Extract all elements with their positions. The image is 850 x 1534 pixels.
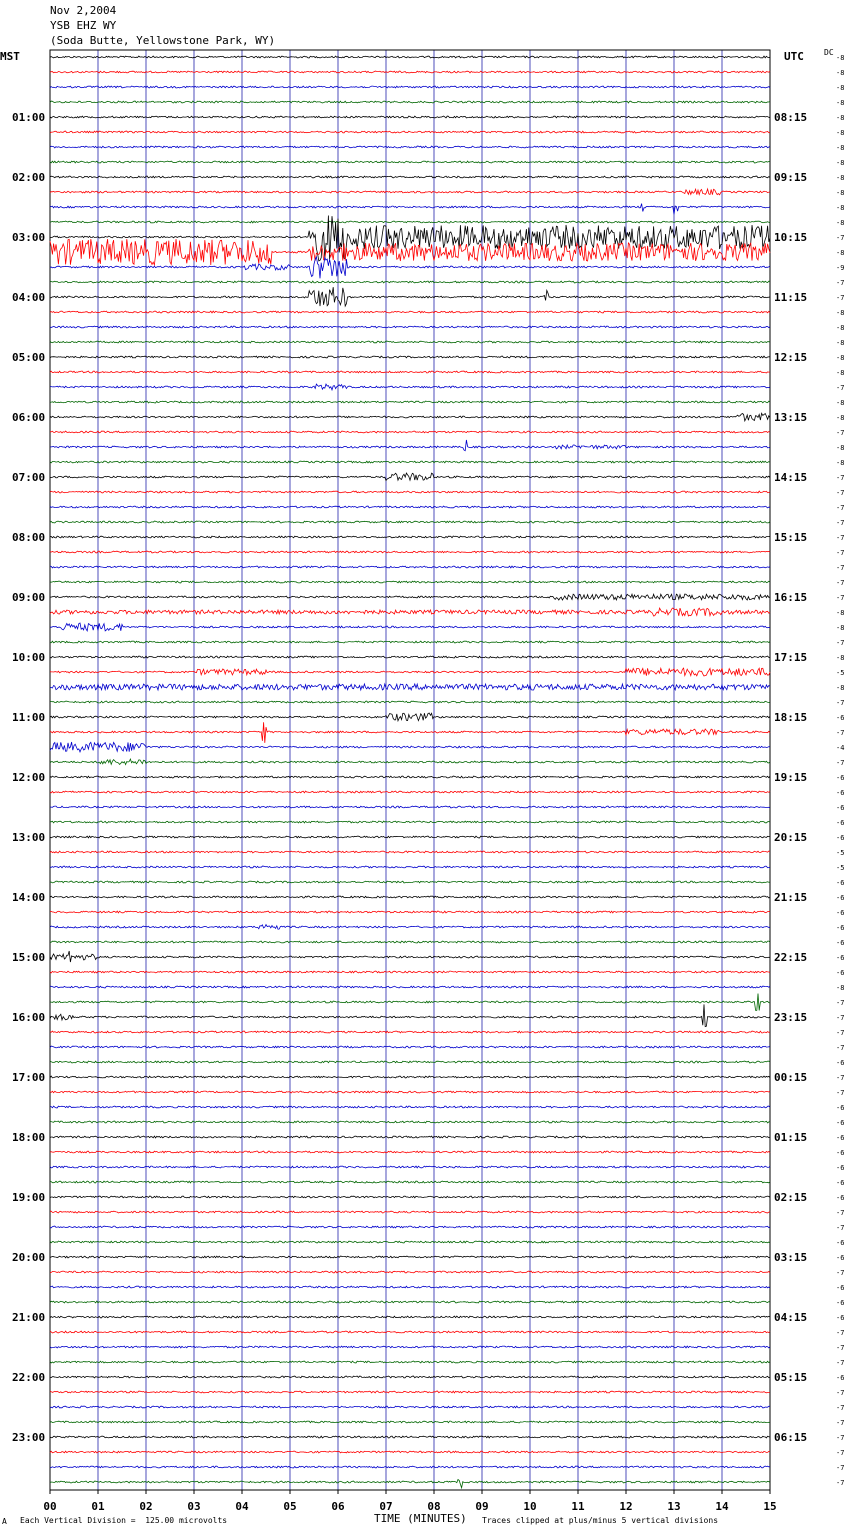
x-tick-label: 00: [43, 1500, 57, 1513]
left-hour-label: 19:00: [12, 1191, 46, 1204]
dc-offset-label: -6: [836, 804, 845, 812]
dc-offset-label: -8: [836, 459, 845, 467]
left-hour-label: 14:00: [12, 891, 46, 904]
dc-offset-label: -7: [836, 489, 845, 497]
dc-offset-label: -7: [836, 1359, 845, 1367]
seismic-trace: [50, 911, 770, 913]
dc-offset-label: -8: [836, 399, 845, 407]
dc-offset-label: -8: [836, 174, 845, 182]
dc-offset-label: -6: [836, 1374, 845, 1382]
seismic-trace: [50, 221, 770, 223]
seismic-trace: [50, 1106, 770, 1108]
dc-offset-label: -6: [836, 1314, 845, 1322]
left-hour-label: 10:00: [12, 651, 46, 664]
seismic-trace: [50, 776, 770, 778]
recording-date: Nov 2,2004: [50, 4, 117, 17]
dc-offset-label: -6: [836, 879, 845, 887]
left-hour-label: 04:00: [12, 291, 46, 304]
dc-offset-label: -7: [836, 729, 845, 737]
seismic-trace: [50, 1421, 770, 1423]
x-tick-label: 14: [715, 1500, 729, 1513]
seismic-trace: [50, 941, 770, 943]
left-hour-label: 21:00: [12, 1311, 46, 1324]
x-tick-label: 04: [235, 1500, 249, 1513]
seismic-trace: [50, 881, 770, 883]
dc-offset-label: -6: [836, 1239, 845, 1247]
dc-offset-label: -7: [836, 699, 845, 707]
right-hour-label: 15:15: [774, 531, 808, 544]
dc-offset-label: -8: [836, 204, 845, 212]
seismic-trace: [50, 146, 770, 148]
seismic-trace: [50, 189, 770, 195]
seismic-trace: [50, 641, 770, 643]
dc-offset-label: -7: [836, 999, 845, 1007]
left-hour-label: 17:00: [12, 1071, 46, 1084]
right-hour-label: 14:15: [774, 471, 808, 484]
right-hour-label: 11:15: [774, 291, 808, 304]
left-hour-label: 15:00: [12, 951, 46, 964]
seismic-trace: [50, 806, 770, 808]
seismic-trace: [50, 1226, 770, 1228]
right-hour-label: 12:15: [774, 351, 808, 364]
left-timezone-label: MST: [0, 50, 20, 63]
seismic-trace: [50, 341, 770, 343]
dc-offset-label: -7: [836, 639, 845, 647]
x-tick-label: 08: [427, 1500, 441, 1513]
dc-offset-label: -7: [836, 519, 845, 527]
dc-offset-label: -6: [836, 1179, 845, 1187]
left-hour-label: 09:00: [12, 591, 46, 604]
dc-offset-label: -7: [836, 504, 845, 512]
seismic-trace: [50, 101, 770, 103]
dc-offset-label: -8: [836, 69, 845, 77]
seismic-trace: [50, 836, 770, 838]
seismic-trace: [50, 506, 770, 508]
dc-offset-label: -8: [836, 249, 845, 257]
dc-offset-label: -7: [836, 1404, 845, 1412]
seismic-trace: [50, 116, 770, 118]
seismic-trace: [50, 1061, 770, 1063]
seismic-trace: [50, 1466, 770, 1468]
seismic-trace: [50, 701, 770, 703]
left-hour-label: 11:00: [12, 711, 46, 724]
dc-offset-label: -7: [836, 1329, 845, 1337]
dc-offset-label: -7: [836, 1074, 845, 1082]
seismic-trace: [50, 326, 770, 328]
seismic-trace: [50, 473, 770, 480]
dc-offset-label: -6: [836, 1194, 845, 1202]
seismic-trace: [50, 994, 770, 1011]
seismic-trace: [50, 1181, 770, 1183]
seismic-trace: [50, 1004, 770, 1026]
left-hour-label: 20:00: [12, 1251, 46, 1264]
seismic-trace: [50, 176, 770, 178]
dc-offset-label: -7: [836, 1269, 845, 1277]
seismic-trace: [50, 925, 770, 930]
seismic-trace: [50, 1436, 770, 1438]
seismic-trace: [50, 1256, 770, 1258]
seismic-trace: [50, 971, 770, 973]
x-axis-title: TIME (MINUTES): [374, 1512, 467, 1525]
dc-offset-label: -6: [836, 1119, 845, 1127]
dc-offset-label: -8: [836, 189, 845, 197]
seismic-trace: [50, 656, 770, 658]
dc-offset-label: -8: [836, 369, 845, 377]
seismic-trace: [50, 668, 770, 676]
dc-offset-label: -7: [836, 1389, 845, 1397]
dc-offset-label: -7: [836, 594, 845, 602]
seismic-trace: [50, 713, 770, 721]
left-hour-label: 07:00: [12, 471, 46, 484]
dc-offset-label: -6: [836, 789, 845, 797]
dc-offset-label: -7: [836, 234, 845, 242]
dc-offset-label: -6: [836, 924, 845, 932]
seismic-trace: [50, 1286, 770, 1288]
seismic-trace: [50, 56, 770, 58]
dc-offset-label: -5: [836, 669, 845, 677]
dc-offset-label: -8: [836, 609, 845, 617]
dc-offset-label: -7: [836, 1209, 845, 1217]
right-hour-label: 16:15: [774, 591, 808, 604]
seismic-trace: [50, 384, 770, 390]
seismic-trace: [50, 1241, 770, 1243]
dc-offset-label: -6: [836, 1149, 845, 1157]
x-tick-label: 05: [283, 1500, 297, 1513]
seismic-trace: [50, 161, 770, 163]
dc-offset-label: -7: [836, 1344, 845, 1352]
x-tick-label: 09: [475, 1500, 489, 1513]
x-tick-label: 10: [523, 1500, 537, 1513]
right-hour-label: 22:15: [774, 951, 808, 964]
dc-offset-label: -8: [836, 219, 845, 227]
left-hour-label: 05:00: [12, 351, 46, 364]
left-hour-label: 18:00: [12, 1131, 46, 1144]
dc-offset-label: -6: [836, 1164, 845, 1172]
dc-offset-label: -7: [836, 429, 845, 437]
dc-offset-label: -6: [836, 894, 845, 902]
right-hour-label: 04:15: [774, 1311, 808, 1324]
dc-offset-label: -6: [836, 1254, 845, 1262]
seismic-trace: [50, 86, 770, 88]
dc-offset-label: -7: [836, 279, 845, 287]
seismic-trace: [50, 1031, 770, 1033]
right-hour-label: 17:15: [774, 651, 808, 664]
seismic-trace: [50, 866, 770, 868]
station-location: (Soda Butte, Yellowstone Park, WY): [50, 34, 276, 47]
dc-offset-label: -8: [836, 309, 845, 317]
plot-frame: [50, 50, 770, 1490]
seismic-trace: [50, 608, 770, 616]
right-hour-label: 23:15: [774, 1011, 808, 1024]
seismic-trace: [50, 1046, 770, 1048]
dc-offset-label: -8: [836, 414, 845, 422]
left-hour-label: 01:00: [12, 111, 46, 124]
seismic-trace: [50, 1271, 770, 1273]
seismic-trace: [50, 1211, 770, 1213]
right-hour-label: 13:15: [774, 411, 808, 424]
seismic-trace: [50, 1196, 770, 1198]
dc-offset-label: -7: [836, 384, 845, 392]
right-hour-label: 10:15: [774, 231, 808, 244]
seismic-trace: [50, 1480, 770, 1488]
dc-offset-label: -8: [836, 444, 845, 452]
left-hour-label: 13:00: [12, 831, 46, 844]
seismic-trace: [50, 1136, 770, 1138]
dc-offset-label: -7: [836, 474, 845, 482]
x-tick-label: 12: [619, 1500, 633, 1513]
right-hour-label: 19:15: [774, 771, 808, 784]
scale-note: Each Vertical Division = 125.00 microvolts: [20, 1516, 228, 1525]
dc-offset-label: -5: [836, 864, 845, 872]
dc-offset-label: -9: [836, 264, 845, 272]
station-code: YSB EHZ WY: [50, 19, 117, 32]
seismic-trace: [50, 1376, 770, 1378]
dc-offset-label: -8: [836, 144, 845, 152]
dc-offset-label: -7: [836, 759, 845, 767]
dc-offset-label: -6: [836, 714, 845, 722]
left-hour-label: 23:00: [12, 1431, 46, 1444]
dc-offset-label: -8: [836, 114, 845, 122]
seismic-trace: [50, 896, 770, 898]
seismic-trace: [50, 623, 770, 631]
seismic-trace: [50, 287, 770, 306]
seismic-trace: [50, 281, 770, 283]
dc-offset-label: -7: [836, 1224, 845, 1232]
dc-offset-label: -7: [836, 1464, 845, 1472]
dc-offset-label: -6: [836, 969, 845, 977]
dc-offset-label: -8: [836, 984, 845, 992]
seismic-trace: [50, 440, 770, 451]
seismic-trace: [50, 356, 770, 358]
dc-offset-label: -8: [836, 654, 845, 662]
dc-offset-label: -7: [836, 534, 845, 542]
dc-offset-label: -8: [836, 354, 845, 362]
dc-offset-label: -8: [836, 324, 845, 332]
left-hour-label: 22:00: [12, 1371, 46, 1384]
seismic-trace: [50, 566, 770, 568]
right-hour-label: 02:15: [774, 1191, 808, 1204]
right-hour-label: 00:15: [774, 1071, 808, 1084]
x-tick-label: 03: [187, 1500, 201, 1513]
left-hour-label: 08:00: [12, 531, 46, 544]
seismic-trace: [50, 791, 770, 793]
seismic-trace: [50, 311, 770, 313]
seismic-trace: [50, 1301, 770, 1303]
left-hour-label: 06:00: [12, 411, 46, 424]
dc-offset-label: -7: [836, 549, 845, 557]
dc-offset-label: -7: [836, 294, 845, 302]
seismic-trace: [50, 257, 770, 279]
right-hour-label: 05:15: [774, 1371, 808, 1384]
dc-offset-label: -6: [836, 1104, 845, 1112]
dc-offset-label: -6: [836, 774, 845, 782]
seismic-trace: [50, 1121, 770, 1123]
seismic-trace: [50, 951, 770, 962]
seismic-trace: [50, 851, 770, 853]
dc-offset-label: -6: [836, 1134, 845, 1142]
x-tick-label: 13: [667, 1500, 681, 1513]
seismic-trace: [50, 204, 770, 215]
seismic-trace: [50, 986, 770, 988]
seismic-trace: [50, 759, 770, 765]
seismic-trace: [50, 521, 770, 523]
right-hour-label: 18:15: [774, 711, 808, 724]
left-hour-label: 16:00: [12, 1011, 46, 1024]
seismic-trace: [50, 1166, 770, 1168]
dc-offset-label: -7: [836, 564, 845, 572]
dc-offset-label: -8: [836, 84, 845, 92]
seismic-trace: [50, 1091, 770, 1093]
seismic-trace: [50, 461, 770, 463]
right-hour-label: 03:15: [774, 1251, 808, 1264]
dc-offset-label: -7: [836, 1029, 845, 1037]
seismic-trace: [50, 1391, 770, 1393]
dc-offset-label: -7: [836, 1419, 845, 1427]
dc-offset-label: -6: [836, 1299, 845, 1307]
dc-offset-label: -8: [836, 99, 845, 107]
right-hour-label: 20:15: [774, 831, 808, 844]
seismic-trace: [50, 1451, 770, 1453]
seismic-trace: [50, 742, 770, 752]
dc-offset-label: -6: [836, 939, 845, 947]
left-hour-label: 02:00: [12, 171, 46, 184]
x-tick-label: 07: [379, 1500, 393, 1513]
left-hour-label: 12:00: [12, 771, 46, 784]
seismic-trace: [50, 1346, 770, 1348]
dc-offset-label: -8: [836, 624, 845, 632]
x-tick-label: 11: [571, 1500, 585, 1513]
dc-offset-label: -6: [836, 909, 845, 917]
seismic-trace: [50, 1316, 770, 1318]
right-hour-label: 01:15: [774, 1131, 808, 1144]
dc-offset-label: -6: [836, 954, 845, 962]
seismic-trace: [50, 594, 770, 600]
dc-label: DC: [824, 48, 834, 57]
dc-offset-label: -6: [836, 819, 845, 827]
corner-mark: A: [2, 1517, 7, 1526]
left-hour-label: 03:00: [12, 231, 46, 244]
seismic-trace: [50, 401, 770, 403]
seismic-trace: [50, 131, 770, 133]
seismic-trace: [50, 684, 770, 690]
dc-offset-label: -8: [836, 339, 845, 347]
seismic-trace: [50, 1151, 770, 1153]
seismic-trace: [50, 1361, 770, 1363]
dc-offset-label: -5: [836, 849, 845, 857]
seismic-trace: [50, 722, 770, 743]
x-tick-label: 06: [331, 1500, 345, 1513]
dc-offset-label: -7: [836, 1089, 845, 1097]
dc-offset-label: -8: [836, 159, 845, 167]
seismic-trace: [50, 1331, 770, 1333]
dc-offset-label: -8: [836, 54, 845, 62]
right-hour-label: 09:15: [774, 171, 808, 184]
x-tick-label: 01: [91, 1500, 105, 1513]
seismic-trace: [50, 821, 770, 823]
dc-offset-label: -4: [836, 744, 845, 752]
seismic-trace: [50, 536, 770, 538]
seismic-trace: [50, 1406, 770, 1408]
seismic-trace: [50, 371, 770, 373]
seismic-trace: [50, 581, 770, 583]
right-hour-label: 06:15: [774, 1431, 808, 1444]
x-tick-label: 15: [763, 1500, 777, 1513]
dc-offset-label: -7: [836, 1044, 845, 1052]
seismic-trace: [50, 71, 770, 73]
dc-offset-label: -8: [836, 684, 845, 692]
dc-offset-label: -8: [836, 129, 845, 137]
dc-offset-label: -7: [836, 1479, 845, 1487]
seismic-trace: [50, 431, 770, 433]
dc-offset-label: -7: [836, 579, 845, 587]
seismic-trace: [50, 551, 770, 553]
right-timezone-label: UTC: [784, 50, 804, 63]
clip-note: Traces clipped at plus/minus 5 vertical divisions: [482, 1516, 719, 1525]
dc-offset-label: -6: [836, 834, 845, 842]
right-hour-label: 08:15: [774, 111, 808, 124]
seismic-trace: [50, 413, 770, 421]
dc-offset-label: -7: [836, 1434, 845, 1442]
dc-offset-label: -7: [836, 1449, 845, 1457]
seismic-trace: [50, 491, 770, 493]
dc-offset-label: -6: [836, 1284, 845, 1292]
right-hour-label: 21:15: [774, 891, 808, 904]
seismic-trace: [50, 1076, 770, 1078]
dc-offset-label: -6: [836, 1059, 845, 1067]
dc-offset-label: -7: [836, 1014, 845, 1022]
x-tick-label: 02: [139, 1500, 153, 1513]
